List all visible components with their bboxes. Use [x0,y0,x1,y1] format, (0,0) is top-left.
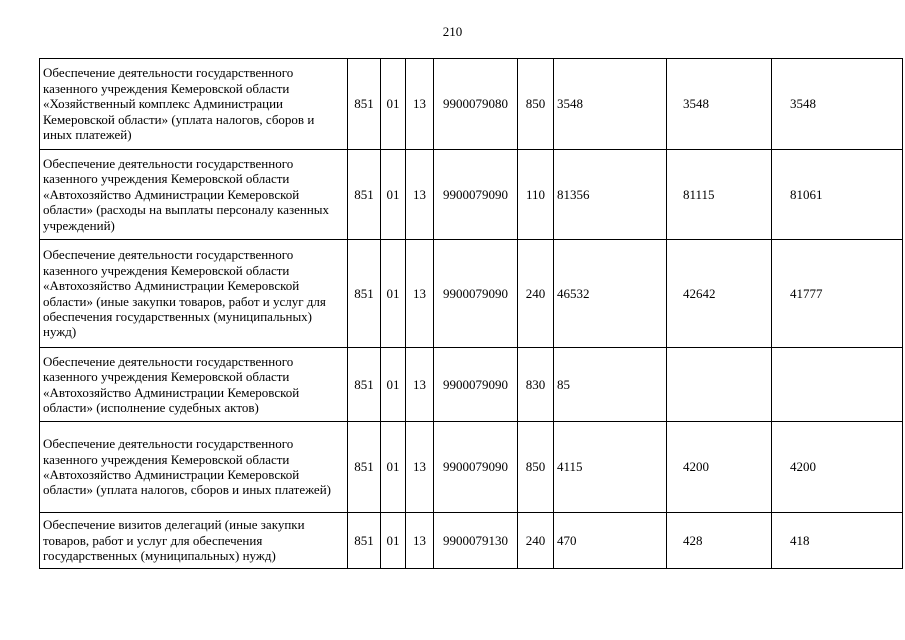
expense-name-cell: Обеспечение деятельности государственного казенного учреждения Кемеровской области «Автохозяйство Администрации Кемеровской области» (уплата налогов, сборов и иных платежей) [40,422,348,513]
amount-year-2-cell: 81115 [667,150,772,240]
target-article-cell: 9900079090 [434,150,518,240]
ministry-code-cell: 851 [348,513,381,569]
table-row [40,150,903,240]
subsection-code-cell: 13 [406,59,434,150]
expense-name-cell: Обеспечение деятельности государственного казенного учреждения Кемеровской области «Автохозяйство Администрации Кемеровской области» (иные закупки товаров, работ и услуг для обеспечения государственных (муниципальных) нужд) [40,240,348,348]
subsection-code-cell: 13 [406,348,434,422]
amount-year-1-cell: 85 [554,348,667,422]
amount-year-2-cell: 4200 [667,422,772,513]
table-body [40,59,903,569]
expense-name-cell: Обеспечение деятельности государственного казенного учреждения Кемеровской области «Автохозяйство Администрации Кемеровской области» (исполнение судебных актов) [40,348,348,422]
amount-year-2-cell: 3548 [667,59,772,150]
ministry-code-cell: 851 [348,59,381,150]
ministry-code-cell: 851 [348,348,381,422]
budget-table [39,58,903,569]
target-article-cell: 9900079080 [434,59,518,150]
section-code-cell: 01 [381,240,406,348]
amount-year-3-cell: 41777 [772,240,903,348]
expense-name-cell: Обеспечение деятельности государственного казенного учреждения Кемеровской области «Автохозяйство Администрации Кемеровской области» (расходы на выплаты персоналу казенных учреждений) [40,150,348,240]
table-row [40,348,903,422]
amount-year-2-cell: 428 [667,513,772,569]
target-article-cell: 9900079090 [434,240,518,348]
table-row [40,513,903,569]
section-code-cell: 01 [381,513,406,569]
amount-year-1-cell: 4115 [554,422,667,513]
amount-year-3-cell: 4200 [772,422,903,513]
amount-year-1-cell: 470 [554,513,667,569]
section-code-cell: 01 [381,422,406,513]
amount-year-3-cell [772,348,903,422]
amount-year-1-cell: 46532 [554,240,667,348]
amount-year-1-cell: 81356 [554,150,667,240]
expense-type-cell: 830 [518,348,554,422]
subsection-code-cell: 13 [406,150,434,240]
subsection-code-cell: 13 [406,422,434,513]
amount-year-2-cell: 42642 [667,240,772,348]
expense-type-cell: 850 [518,59,554,150]
expense-name-cell: Обеспечение визитов делегаций (иные закупки товаров, работ и услуг для обеспечения государственных (муниципальных) нужд) [40,513,348,569]
expense-type-cell: 240 [518,513,554,569]
target-article-cell: 9900079090 [434,422,518,513]
section-code-cell: 01 [381,150,406,240]
table-row [40,240,903,348]
amount-year-3-cell: 418 [772,513,903,569]
amount-year-1-cell: 3548 [554,59,667,150]
ministry-code-cell: 851 [348,240,381,348]
amount-year-3-cell: 3548 [772,59,903,150]
expense-type-cell: 850 [518,422,554,513]
expense-type-cell: 110 [518,150,554,240]
page-number: 210 [442,24,463,39]
section-code-cell: 01 [381,59,406,150]
subsection-code-cell: 13 [406,513,434,569]
expense-name-cell: Обеспечение деятельности государственного казенного учреждения Кемеровской области «Хозяйственный комплекс Администрации Кемеровской области» (уплата налогов, сборов и иных платежей) [40,59,348,150]
ministry-code-cell: 851 [348,150,381,240]
expense-type-cell: 240 [518,240,554,348]
target-article-cell: 9900079090 [434,348,518,422]
amount-year-3-cell: 81061 [772,150,903,240]
target-article-cell: 9900079130 [434,513,518,569]
table-row [40,59,903,150]
subsection-code-cell: 13 [406,240,434,348]
section-code-cell: 01 [381,348,406,422]
table-row [40,422,903,513]
amount-year-2-cell [667,348,772,422]
ministry-code-cell: 851 [348,422,381,513]
